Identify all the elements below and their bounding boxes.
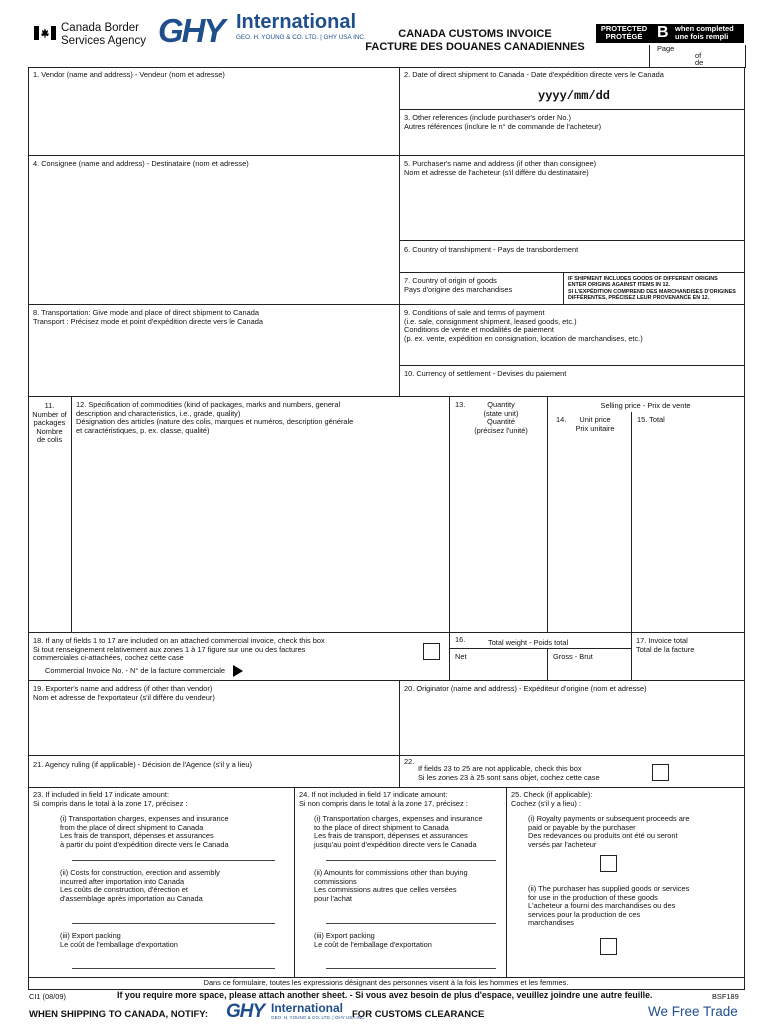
selling-price-header: Selling price - Prix de vente [600, 401, 691, 410]
field-18-attached-invoice: 18. If any of fields 1 to 17 are included on an attached commercial invoice, check this box Si tout renseignement relativement aux zones 1 à 17 figure sur une ou des factures commerciales ci-attachées, cochez cette case [33, 636, 325, 663]
footer-brand-name: International [271, 1001, 344, 1015]
canada-flag-icon [34, 26, 56, 40]
field-23-included: 23. If included in field 17 indicate amount: Si compris dans le total à la zone 17, précisez : [33, 790, 188, 808]
notify-label: WHEN SHIPPING TO CANADA, NOTIFY: [29, 1009, 209, 1020]
field-8-transportation[interactable]: 8. Transportation: Give mode and place of direct shipment to Canada Transport : Précisez mode et point d'expédition directe vers le Canada [33, 308, 263, 326]
field-25-i-checkbox[interactable] [600, 855, 617, 872]
field-24-ii: (ii) Amounts for commissions other than buying commissions Les commissions autres que celles versées pour l'achat [314, 868, 468, 903]
field-16-net[interactable]: Net [455, 652, 467, 661]
slogan: We Free Trade [648, 1004, 738, 1019]
field-16-number: 16. [455, 635, 466, 644]
field-10-currency[interactable]: 10. Currency of settlement - Devises du paiement [404, 369, 567, 378]
field-23-ii: (ii) Costs for construction, erection and assembly incurred after importation into Canada Les coûts de construction, d'érection et d'assemblage après importation au Canada [60, 868, 220, 903]
field-15-total[interactable]: 15. Total [637, 415, 665, 424]
ghy-logo: GHY [158, 12, 224, 49]
field-16-gross[interactable]: Gross - Brut [553, 652, 593, 661]
field-24-not-included: 24. If not included in field 17 indicate amount: Si non compris dans le total à la zone 17, précisez : [299, 790, 468, 808]
field-23-i: (i) Transportation charges, expenses and insurance from the place of direct shipment to Canada Les frais de transport, dépenses et assurances à partir du point d'expédition directe vers le Canada [60, 814, 229, 849]
field-23-iii-line[interactable] [72, 968, 275, 969]
field-23-i-line[interactable] [72, 860, 275, 861]
field-3-other-references[interactable]: 3. Other references (include purchaser's order No.) Autres références (inclure le n° de commande de l'acheteur) [404, 113, 602, 131]
form-title-en: CANADA CUSTOMS INVOICE [398, 28, 552, 40]
form-title-fr: FACTURE DES DOUANES CANADIENNES [365, 41, 585, 53]
field-21-agency-ruling[interactable]: 21. Agency ruling (if applicable) - Décision de l'Agence (s'il y a lieu) [33, 760, 252, 769]
field-17-invoice-total[interactable]: 17. Invoice total Total de la facture [636, 636, 695, 654]
field-9-conditions[interactable]: 9. Conditions of sale and terms of payment (i.e. sale, consignment shipment, leased goods, etc.) Conditions de vente et modalités de paiement (p. ex. vente, expédition en consignation, location de marchandises, etc.) [404, 308, 643, 343]
field-25-ii-checkbox[interactable] [600, 938, 617, 955]
page-number-box: Page of de [649, 45, 746, 68]
field-23-ii-line[interactable] [72, 923, 275, 924]
field-24-ii-line[interactable] [326, 923, 496, 924]
field-22-number: 22. [404, 757, 415, 766]
protected-badge: PROTECTED PROTÉGÉ B when completed une fois rempli [596, 24, 744, 43]
field-2-shipment-date: 2. Date of direct shipment to Canada - Date d'expédition directe vers le Canada [404, 70, 664, 79]
field-14-unit-price[interactable]: Unit price Prix unitaire [575, 415, 615, 433]
field-7-note: IF SHIPMENT INCLUDES GOODS OF DIFFERENT ORIGINS ENTER ORIGINS AGAINST ITEMS IN 12. SI L'EXPÉDITION COMPREND DES MARCHANDISES D'ORIGINES DIFFÉRENTES, PRÉCISEZ LEUR PROVENANCE EN 12. [568, 276, 736, 302]
field-18-invoice-number[interactable]: Commercial Invoice No. - N° de la facture commerciale [45, 666, 225, 675]
agency-name: Canada Border Services Agency [61, 22, 147, 47]
field-19-exporter[interactable]: 19. Exporter's name and address (if other than vendor) Nom et adresse de l'exportateur (s'il diffère du vendeur) [33, 684, 215, 702]
field-7-origin[interactable]: 7. Country of origin of goods Pays d'origine des marchandises [404, 276, 513, 294]
field-24-i: (i) Transportation charges, expenses and insurance to the place of direct shipment to Canada Les frais de transport, dépenses et assurances jusqu'au point d'expédition directe vers le Canada [314, 814, 483, 849]
field-12-specification[interactable]: 12. Specification of commodities (kind of packages, marks and numbers, general description and characteristics, i.e., grade, quality) Désignation des articles (nature des colis, marques et numéros, description générale et caractéristiques, p. ex. classe, qualité) [76, 400, 354, 435]
arrow-right-icon [233, 665, 243, 677]
field-18-checkbox[interactable] [423, 643, 440, 660]
field-25-check: 25. Check (if applicable): Cochez (s'il y a lieu) : [511, 790, 593, 808]
field-2-date-value[interactable]: yyyy/mm/dd [538, 89, 611, 103]
brand-name: International [236, 11, 357, 33]
brand-subtitle: GEO. H. YOUNG & CO. LTD. | GHY USA INC. [236, 34, 366, 41]
form-code: CI1 (08/09) [29, 992, 66, 1001]
field-1-vendor[interactable]: 1. Vendor (name and address) - Vendeur (nom et adresse) [33, 70, 225, 79]
field-11-packages[interactable]: 11. Number of packages Nombre de colis [32, 401, 67, 445]
field-25-i: (i) Royalty payments or subsequent proceeds are paid or payable by the purchaser Des redevances ou produits ont été ou seront versés par l'acheteur [528, 814, 690, 849]
footer-brand-subtitle: GEO. H. YOUNG & CO. LTD. | GHY USA INC. [271, 1015, 366, 1020]
clearance-label: FOR CUSTOMS CLEARANCE [352, 1009, 485, 1020]
field-4-consignee[interactable]: 4. Consignee (name and address) - Destinataire (nom et adresse) [33, 159, 249, 168]
footer-ghy-logo: GHY [226, 1001, 265, 1022]
field-22-not-applicable: If fields 23 to 25 are not applicable, check this box Si les zones 23 à 25 sont sans objet, cochez cette case [418, 764, 600, 782]
field-6-transhipment[interactable]: 6. Country of transhipment - Pays de transbordement [404, 245, 579, 254]
form-frame [28, 67, 745, 990]
form-reference: BSF189 [712, 992, 739, 1001]
gender-note: Dans ce formulaire, toutes les expressions désignant des personnes visent à la fois les hommes et les femmes. [203, 978, 569, 987]
field-25-ii: (ii) The purchaser has supplied goods or services for use in the production of these goods L'acheteur a fourni des marchandises ou des services pour la production de ces marchandises [528, 884, 690, 928]
field-24-iii-line[interactable] [326, 968, 496, 969]
field-22-checkbox[interactable] [652, 764, 669, 781]
field-5-purchaser[interactable]: 5. Purchaser's name and address (if other than consignee) Nom et adresse de l'acheteur (s'il diffère du destinataire) [404, 159, 597, 177]
field-20-originator[interactable]: 20. Originator (name and address) - Expéditeur d'origine (nom et adresse) [404, 684, 647, 693]
field-16-total-weight: Total weight - Poids total [488, 638, 569, 647]
field-14-number: 14. [556, 415, 567, 424]
field-13-number: 13. [455, 400, 466, 409]
space-note: If you require more space, please attach another sheet. - Si vous avez besoin de plus d'espace, veuillez joindre une autre feuille. [117, 990, 653, 1000]
field-24-iii: (iii) Export packing Le coût de l'emballage d'exportation [314, 931, 432, 949]
field-13-quantity[interactable]: Quantity (state unit) Quantité (précisez l'unité) [474, 400, 528, 435]
field-23-iii: (iii) Export packing Le coût de l'emballage d'exportation [60, 931, 178, 949]
field-24-i-line[interactable] [326, 860, 496, 861]
